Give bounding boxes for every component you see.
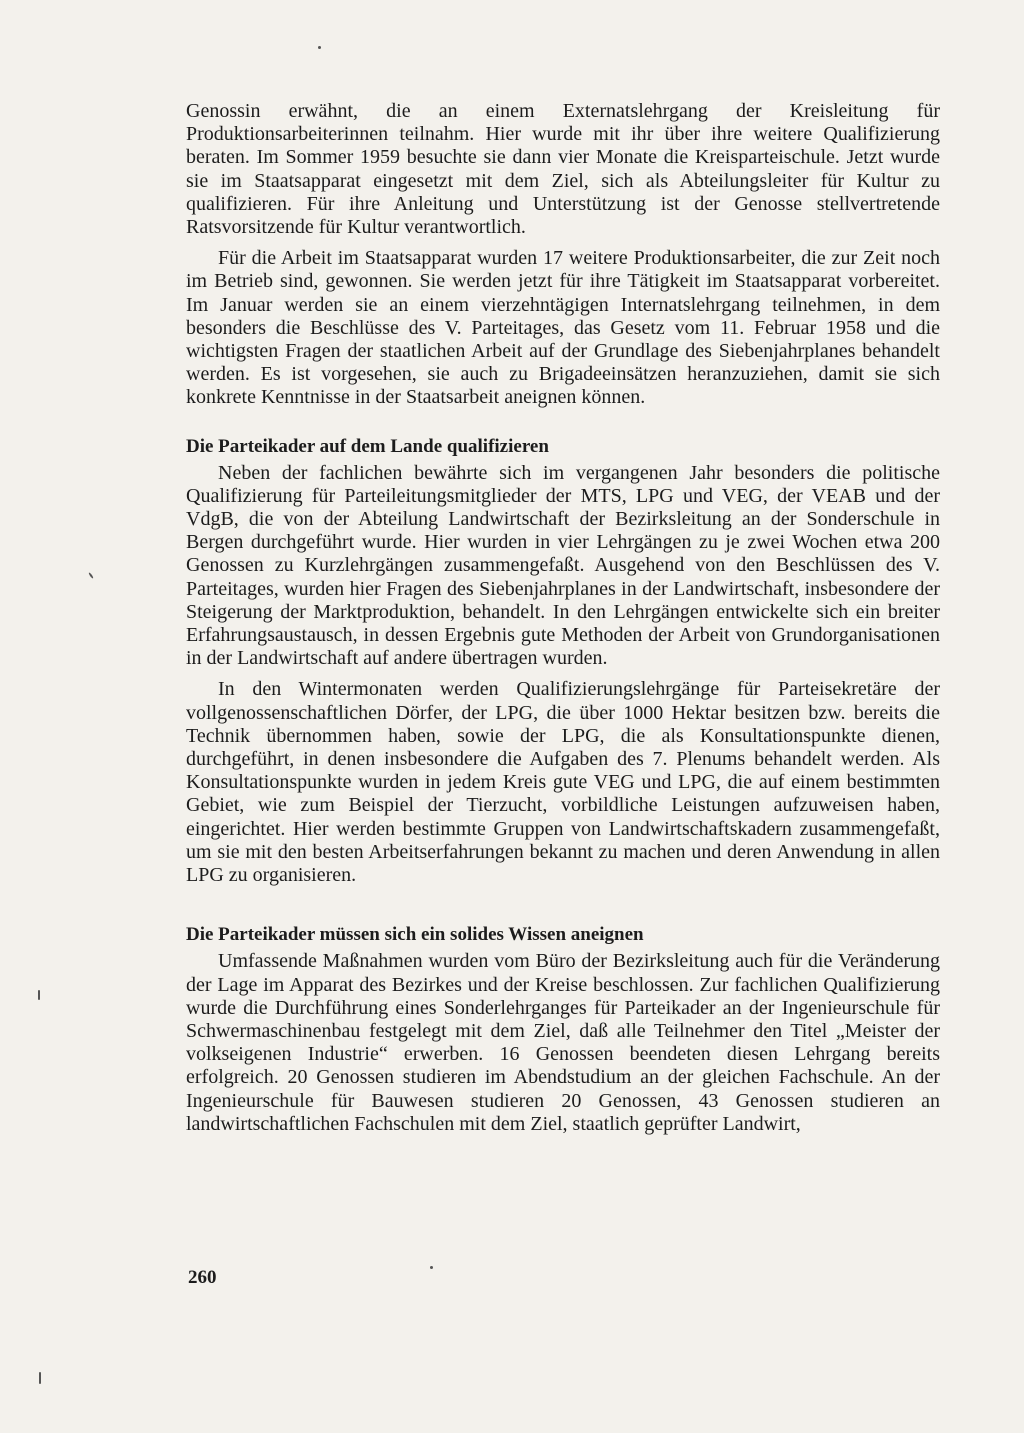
scan-speck [318,46,321,49]
page-body [186,100,940,1136]
scan-speck [88,572,94,579]
scan-speck [430,1266,433,1269]
paragraph-staatsapparat: Für die Arbeit im Staatsapparat wurden 17 weitere Produktionsarbeiter, die zur Zeit noch im Betrieb sind, gewonnen. Sie werden jetzt für ihre Tätigkeit im Staatsapparat vorbereitet. Im Januar werden sie an einem vierzehntägigen Internatslehrgang teilnehmen, in dem besonders die Beschlüsse des V. Parteitages, das Gesetz vom 11. Februar 1958 und die wichtigsten Fragen der staatlichen Arbeit auf der Grundlage des Siebenjahrplanes behandelt werden. Es ist vorgesehen, sie auch zu Brigadeeinsätzen heranzuziehen, damit sie sich konkrete Kenntnisse in der Staatsarbeit aneignen können. [186,247,940,409]
paragraph-wintermonate: In den Wintermonaten werden Qualifizierungslehrgänge für Parteisekretäre der vollgenossenschaftlichen Dörfer, der LPG, die über 1000 Hektar besitzen bzw. bereits die Technik übernommen haben, sowie der LPG, die als Konsultationspunkte dienen, durchgeführt, in denen insbesondere die Aufgaben des 7. Plenums behandelt werden. Als Konsultationspunkte wurden in jedem Kreis gute VEG und LPG, die auf einem bestimmten Gebiet, wie zum Beispiel der Tierzucht, vorbildliche Leistungen aufzuweisen haben, eingerichtet. Hier werden bestimmte Gruppen von Landwirtschaftskadern zusammengefaßt, um sie mit den besten Arbeitserfahrungen bekannt zu machen und deren Anwendung in allen LPG zu organisieren. [186,678,940,887]
page-number: 260 [188,1267,217,1288]
section-heading-lande: Die Parteikader auf dem Lande qualifizieren [186,435,549,457]
paragraph-massnahmen: Umfassende Maßnahmen wurden vom Büro der Bezirksleitung auch für die Veränderung der Lage im Apparat des Bezirkes und der Kreise beschlossen. Zur fachlichen Qualifizierung wurde die Durchführung eines Sonderlehrganges für Parteikader an der Ingenieurschule für Schwermaschinenbau festgelegt mit dem Ziel, daß alle Teilnehmer den Titel „Meister der volkseigenen Industrie“ erwerben. 16 Genossen beendeten diesen Lehrgang bereits erfolgreich. 20 Genossen studieren im Abendstudium an der gleichen Fachschule. An der Ingenieurschule für Bauwesen studieren 20 Genossen, 43 Genossen studieren an landwirtschaftlichen Fachschulen mit dem Ziel, staatlich geprüfter Landwirt, [186,950,940,1135]
scan-speck [38,990,40,1000]
paragraph-qualifizierung: Neben der fachlichen bewährte sich im vergangenen Jahr besonders die politische Qualifizierung für Parteileitungsmitglieder der MTS, LPG und VEG, der VEAB und der VdgB, die von der Abteilung Landwirtschaft der Bezirksleitung an der Sonderschule in Bergen durchgeführt wurde. Hier wurden in vier Lehrgängen zu je zwei Wochen etwa 200 Genossen zu Kurzlehrgängen zusammengefaßt. Ausgehend von den Beschlüssen des V. Parteitages, wurden hier Fragen des Siebenjahrplanes in der Landwirtschaft, insbesondere der Steigerung der Marktproduktion, behandelt. In den Lehrgängen entwickelte sich ein breiter Erfahrungsaustausch, in dessen Ergebnis gute Methoden der Arbeit von Grundorganisationen in der Landwirtschaft auf andere übertragen wurden. [186,461,940,670]
paragraph-continuation: Genossin erwähnt, die an einem Externatslehrgang der Kreisleitung für Produktionsarbeiterinnen teilnahm. Hier wurde mit ihr über ihre weitere Qualifizierung beraten. Im Sommer 1959 besuchte sie dann vier Monate die Kreisparteischule. Jetzt wurde sie im Staatsapparat eingesetzt mit dem Ziel, sich als Abteilungsleiter für Kultur zu qualifizieren. Für ihre Anleitung und Unterstützung ist der Genosse stellvertretende Ratsvorsitzende für Kultur verantwortlich. [186,100,940,239]
scan-speck [39,1372,41,1384]
section-heading-wissen: Die Parteikader müssen sich ein solides Wissen aneignen [186,924,644,946]
